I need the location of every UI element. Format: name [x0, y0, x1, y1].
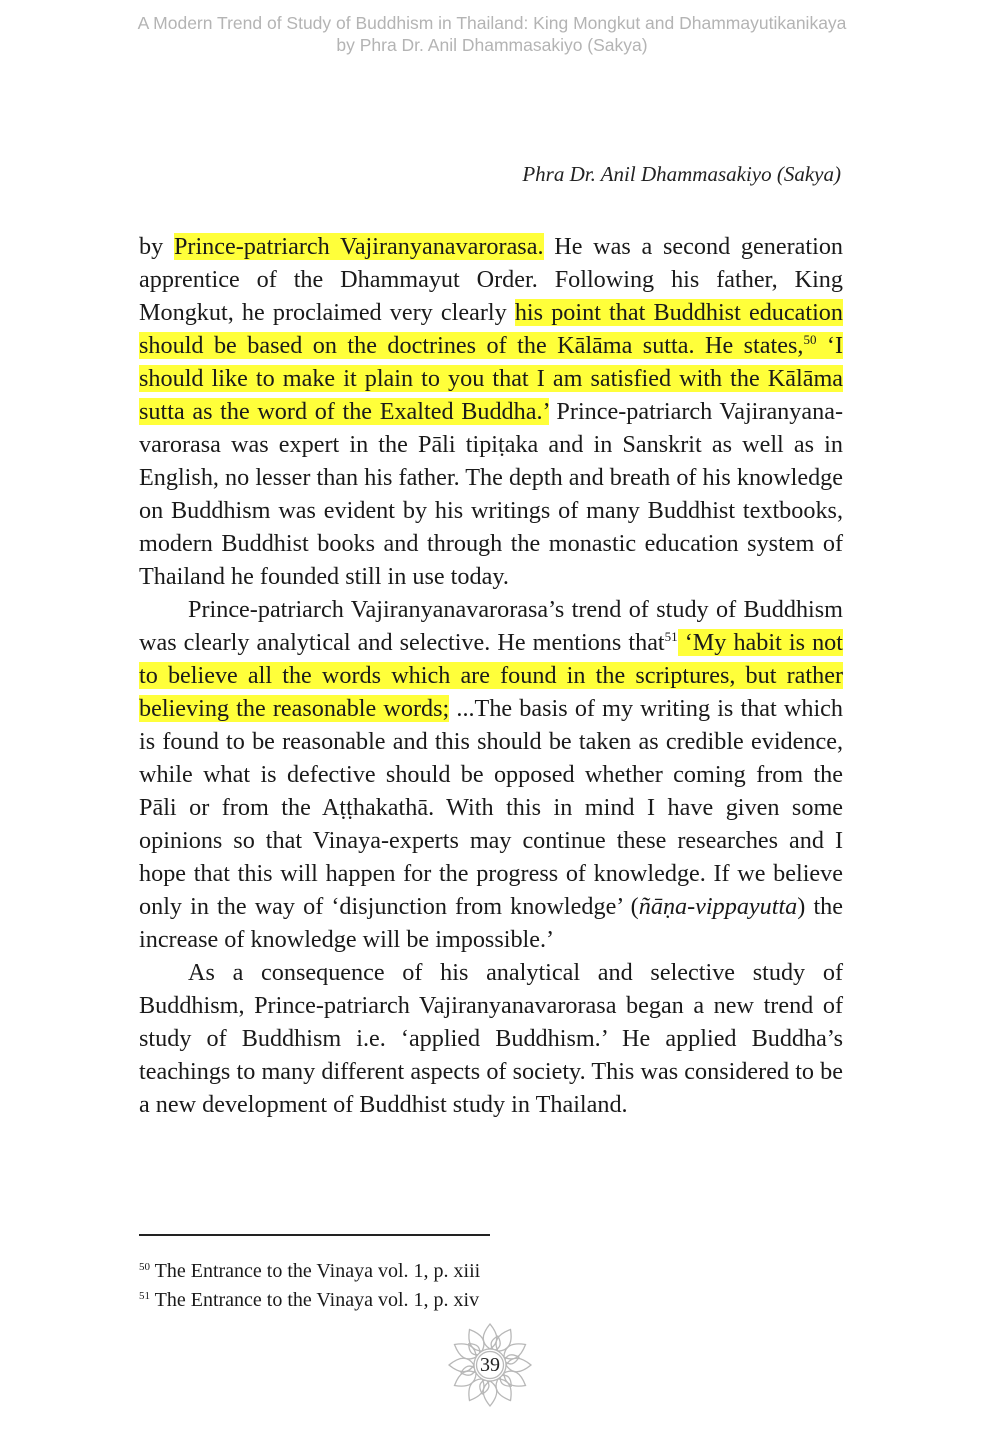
- pali-term: ñāṇa-vippayutta: [638, 893, 798, 920]
- text-span: He was a second generation apprentice of the Dhammayut Order. Following his father, King Mongkut, he proclaimed very clearly: [139, 233, 844, 326]
- page-number-badge: [447, 1322, 533, 1408]
- paragraph-2: [139, 593, 843, 956]
- highlight-span: his point that Buddhist education should be based on the doctrines of the Kālāma sutta. He states,: [139, 299, 843, 359]
- text-span: Prince-patriarch Vajiranyanavarorasa’s trend of study of Buddhism was clearly analytical and selective. He mentions that: [139, 596, 843, 656]
- footnote-number: 50: [139, 1261, 150, 1273]
- footnote-text: The Entrance to the Vinaya vol. 1, p. xiii: [150, 1260, 481, 1282]
- running-head: Phra Dr. Anil Dhammasakiyo (Sakya): [522, 162, 841, 186]
- pdf-header-title: A Modern Trend of Study of Buddhism in Thailand: King Mongkut and Dhammayutikanikaya: [137, 13, 847, 33]
- footnote-ref[interactable]: 50: [803, 332, 817, 347]
- paragraph-3: As a consequence of his analytical and selective study of Buddhism, Prince-patriarch Vajiranyanavarorasa began a new trend of study of Buddhism i.e. ‘applied Buddhism.’ He applied Buddha’s teachings to many different aspects of society. This was considered to be a new development of Buddhist study in Thailand.: [139, 959, 843, 1118]
- text-span: ) the increase of knowledge will be impossible.’: [139, 893, 843, 953]
- footnotes: [139, 1257, 839, 1315]
- highlight-span: [803, 332, 816, 359]
- text-span: Prince-patriarch Vajiranyana-varorasa was expert in the Pāli tipiṭaka and in Sanskrit as well as in English, no lesser than his father. The depth and breath of his knowledge on Buddhism was evident by his writings of many Buddhist textbooks, modern Buddhist books and through the monastic education system of Thailand he founded still in use today.: [139, 398, 843, 590]
- highlight-span: ‘I should like to make it plain to you that I am satisfied with the Kālāma sutta as the word of the Exalted Buddha.’: [139, 332, 844, 425]
- pdf-header-author: by Phra Dr. Anil Dhammasakiyo (Sakya): [336, 35, 648, 55]
- footnote-51: [139, 1286, 839, 1315]
- footnote-ref[interactable]: 51: [664, 629, 678, 644]
- paragraph-1: [139, 230, 843, 593]
- footnote-50: [139, 1257, 839, 1286]
- pdf-header: [0, 12, 984, 56]
- text-span: by: [139, 233, 174, 260]
- highlight-span: ‘My habit is not to believe all the words which are found in the scriptures, but rather believing the reasonable words;: [139, 629, 843, 722]
- footnote-divider: [139, 1234, 490, 1236]
- page-number: 39: [480, 1353, 500, 1376]
- body-text: [139, 230, 843, 1121]
- footnote-text: The Entrance to the Vinaya vol. 1, p. xiv: [150, 1289, 480, 1311]
- footnote-number: 51: [139, 1290, 150, 1302]
- text-span: ...The basis of my writing is that which is found to be reasonable and this should be taken as credible evidence, while what is defective should be opposed whether coming from the Pāli or from the Aṭṭhakathā. With this in mind I have given some opinions so that Vinaya-experts may continue these researches and I hope that this will happen for the progress of knowledge. If we believe only in the way of ‘disjunction from knowledge’ (: [139, 695, 844, 920]
- highlight-span: Prince-patriarch Vajiranyanavarorasa.: [173, 233, 544, 260]
